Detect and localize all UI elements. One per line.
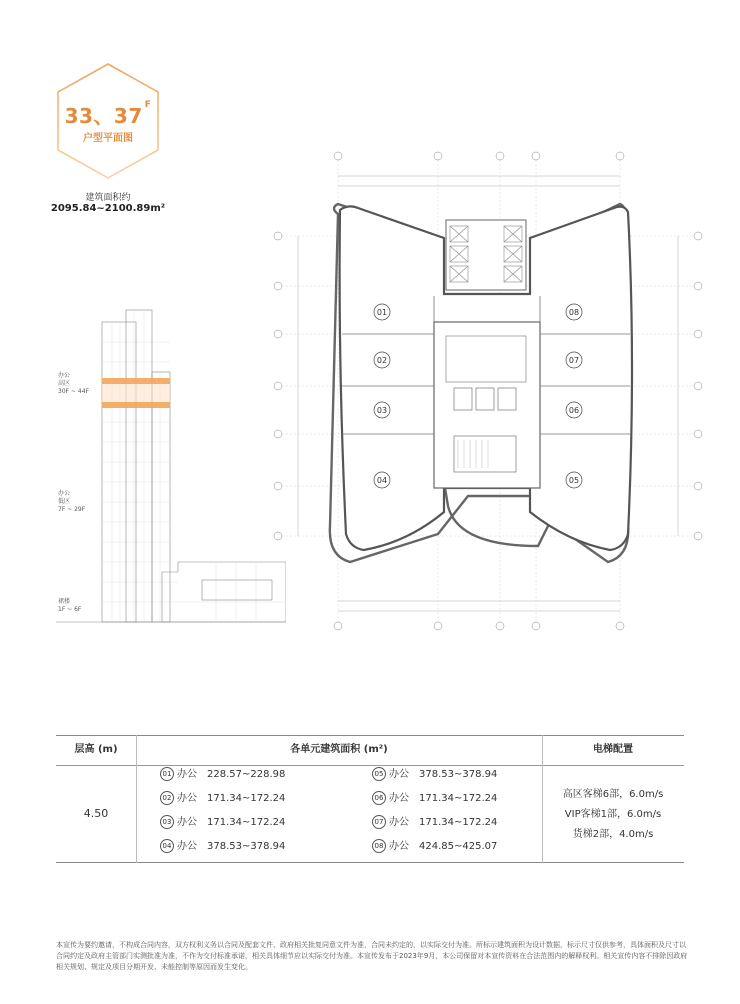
header-unit-area: 各单元建筑面积 (m²): [290, 744, 388, 755]
building-elevation: [56, 292, 286, 632]
unit-row: 01 办公 228.57~228.98: [160, 767, 285, 783]
elevator-spec: 高区客梯6部，6.0m/s: [562, 789, 664, 800]
table-header-rule: [56, 765, 684, 766]
floor-height-value: 4.50: [83, 807, 109, 820]
elevator-spec: VIP客梯1部，6.0m/s: [564, 809, 662, 820]
table-bottom-rule: [56, 862, 684, 863]
area-value: 2095.84~2100.89m²: [50, 203, 166, 214]
unit-row: 03 办公 171.34~172.24: [160, 815, 285, 831]
unit-row: 08 办公 424.85~425.07: [372, 839, 497, 855]
unit-row: 07 办公 171.34~172.24: [372, 815, 497, 831]
disclaimer-text: 本宣传为要约邀请，不构成合同内容，双方权利义务以合同及配套文件、政府相关批复同意文件为准，合同未约定的，以实际交付为准。所标示建筑面积为设计数据，标示尺寸仅供参考，具体面积及尺寸以合同约定及政府主管部门实测批准为准，不作为交付标准承诺，相关具体细节应以实际交付为准。本宣传发布于2023年9月，本公司保留对本宣传资料在合法范围内的解释权利。相关宣传内容不排除因政府相关规划、规定及项目分期开发、未能控制等原因而发生变化。: [56, 941, 688, 971]
floor-plan-drawing: [268, 146, 708, 636]
unit-06-label: 06: [568, 406, 580, 415]
unit-row: 05 办公 378.53~378.94: [372, 767, 497, 783]
unit-05-label: 05: [568, 476, 580, 485]
floor-number: 33、37 $^F$: [64, 100, 152, 128]
unit-01-label: 01: [376, 308, 388, 317]
unit-02-label: 02: [376, 356, 388, 365]
tower-elevation-drawing: [56, 292, 286, 632]
spec-table: [56, 735, 684, 863]
zone-low: 办公 低区 7F ~ 29F: [58, 490, 86, 513]
elevator-spec: 货梯2部，4.0m/s: [572, 829, 654, 840]
unit-07-label: 07: [568, 356, 580, 365]
unit-03-label: 03: [376, 406, 388, 415]
floor-badge: [56, 62, 160, 180]
area-label: 建筑面积约: [85, 193, 131, 203]
unit-08-label: 08: [568, 308, 580, 317]
unit-04-label: 04: [376, 476, 388, 485]
zone-high: 办公 高区 30F ~ 44F: [58, 372, 90, 395]
header-elevators: 电梯配置: [593, 744, 633, 755]
unit-row: 04 办公 378.53~378.94: [160, 839, 285, 855]
unit-row: 02 办公 171.34~172.24: [160, 791, 285, 807]
floor-plan: [268, 146, 708, 636]
header-floor-height: 层高 (m): [74, 744, 118, 755]
plan-subtitle: 户型平面图: [83, 133, 133, 144]
unit-row: 06 办公 171.34~172.24: [372, 791, 497, 807]
zone-podium: 裙楼 1F ~ 6F: [58, 598, 82, 613]
